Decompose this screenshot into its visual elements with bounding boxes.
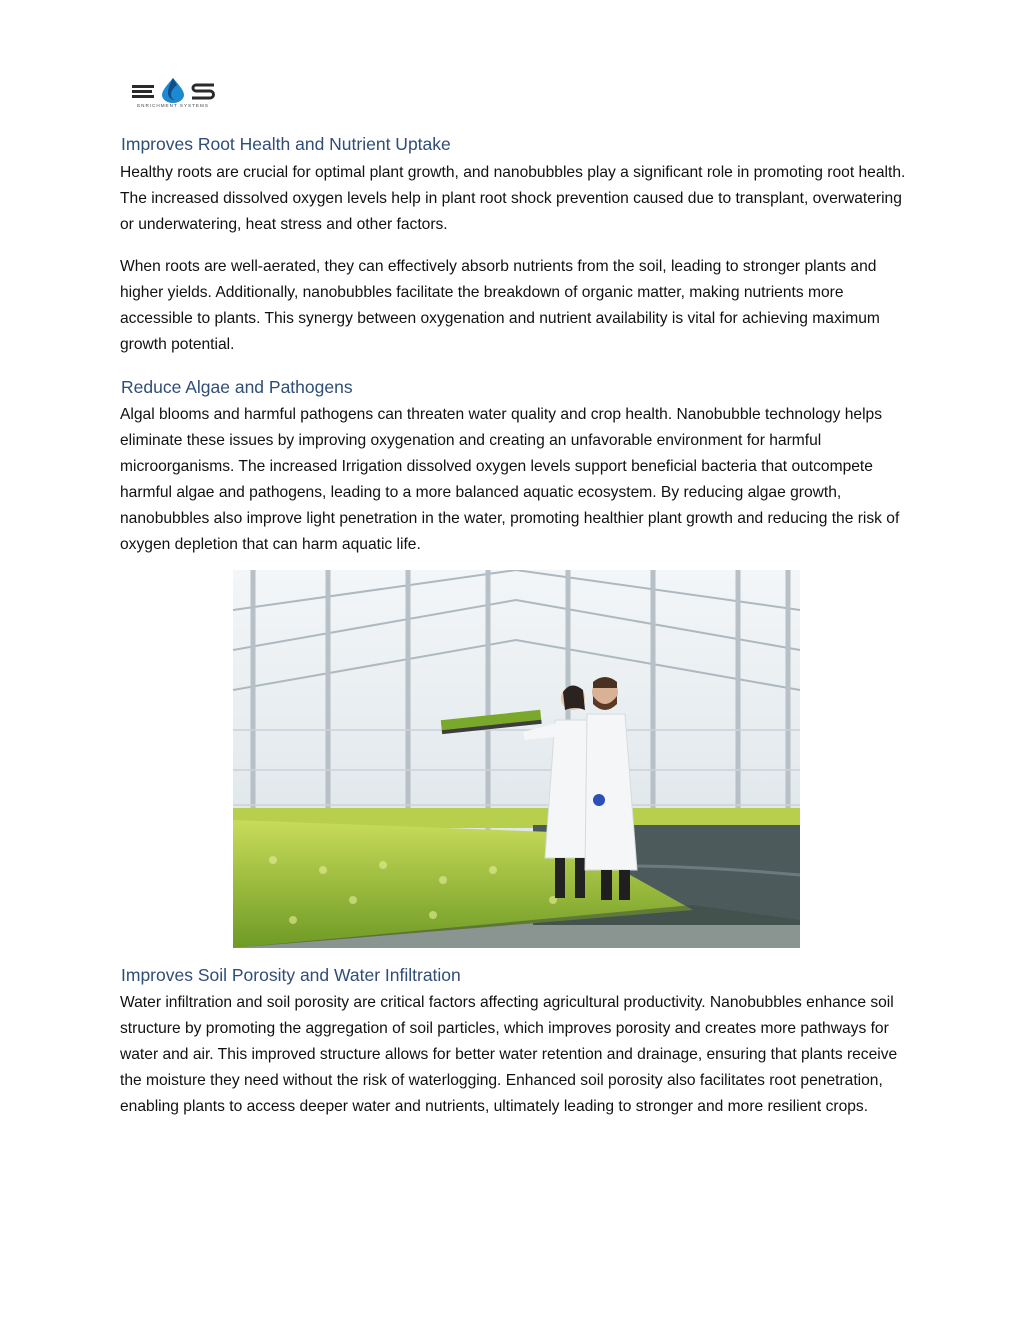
logo-caption: ENRICHMENT SYSTEMS [137, 103, 209, 108]
paragraph-root-health-2: When roots are well-aerated, they can effectively absorb nutrients from the soil, leading to stronger plants and higher yields. Additionally, nanobubbles facilitate the breakdown of organic matter, making nutrients more accessible to plants. This synergy between oxygenation and nutrient availability is vital for achieving maximum growth potential. [120, 258, 880, 353]
section-heading-algae: Reduce Algae and Pathogens [121, 377, 353, 397]
eos-logo [130, 76, 216, 112]
section-heading-root-health: Improves Root Health and Nutrient Uptake [121, 134, 451, 154]
paragraph-root-health-1: Healthy roots are crucial for optimal plant growth, and nanobubbles play a significant role in promoting root health. The increased dissolved oxygen levels help in plant root shock prevention caused due to transplant, overwatering or underwatering, heat stress and other factors. [120, 164, 906, 233]
eos-logo-mark-icon [130, 76, 216, 104]
greenhouse-photo [233, 570, 800, 948]
paragraph-algae: Algal blooms and harmful pathogens can threaten water quality and crop health. Nanobubble technology helps eliminate these issues by improving oxygenation and creating an unfavorable environment for harmful microorganisms. The increased Irrigation dissolved oxygen levels support beneficial bacteria that outcompete harmful algae and pathogens, leading to a more balanced aquatic ecosystem. By reducing algae growth, nanobubbles also improve light penetration in the water, promoting healthier plant growth and reducing the risk of oxygen depletion that can harm aquatic life. [120, 406, 900, 553]
greenhouse-scientists-image [233, 570, 800, 948]
paragraph-soil-porosity: Water infiltration and soil porosity are critical factors affecting agricultural productivity. Nanobubbles enhance soil structure by promoting the aggregation of soil particles, which improves porosity and creates more pathways for water and air. This improved structure allows for better water retention and drainage, ensuring that plants receive the moisture they need without the risk of waterlogging. Enhanced soil porosity also facilitates root penetration, enabling plants to access deeper water and nutrients, ultimately leading to stronger and more resilient crops. [120, 994, 898, 1115]
section-heading-soil-porosity: Improves Soil Porosity and Water Infiltration [121, 965, 461, 985]
